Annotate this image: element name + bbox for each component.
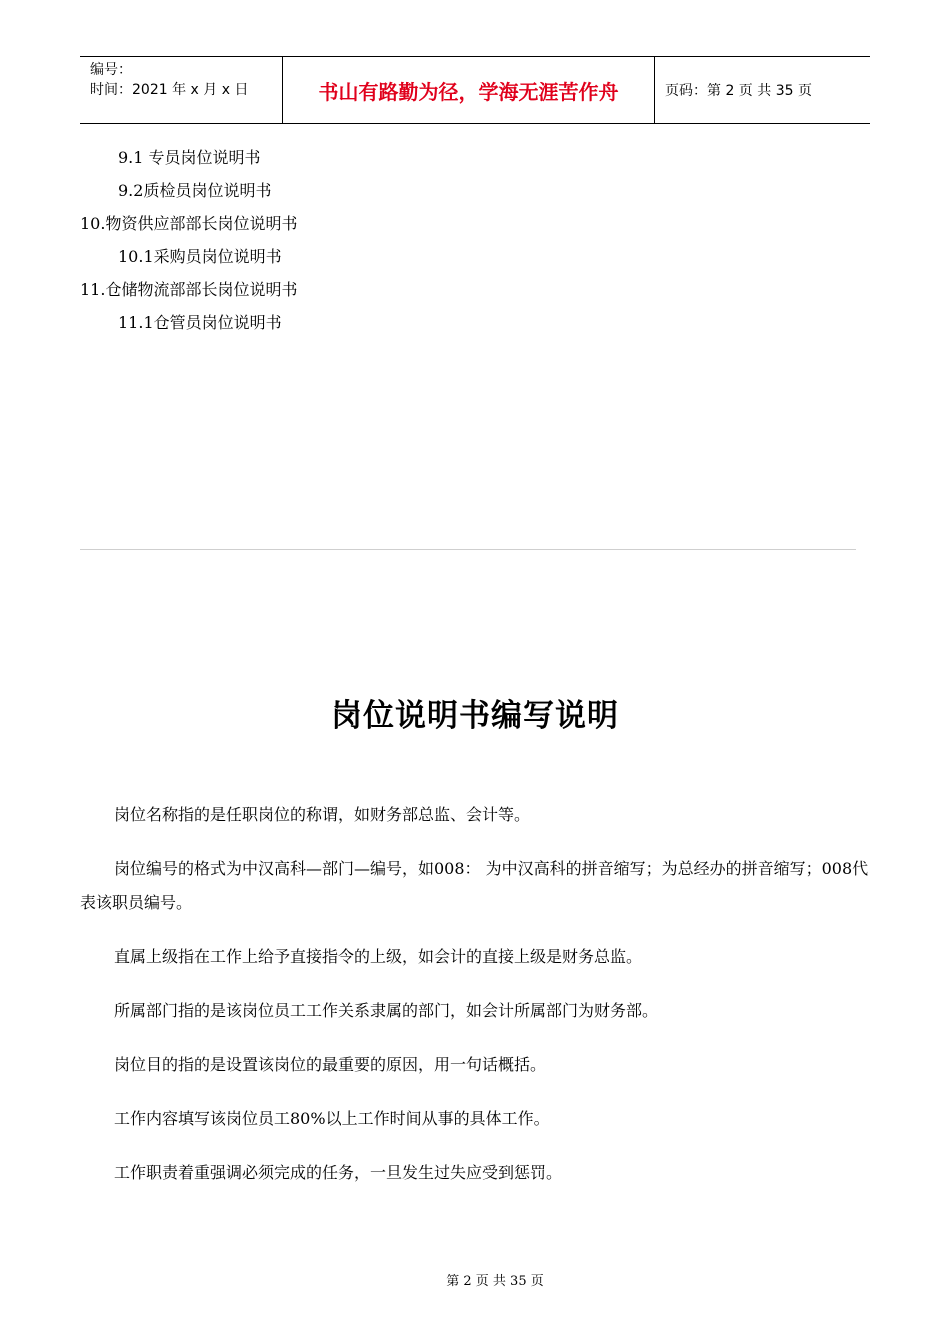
toc-item: 11.仓储物流部部长岗位说明书 [80, 280, 298, 299]
paragraph: 工作职责着重强调必须完成的任务，一旦发生过失应受到惩罚。 [114, 1163, 563, 1182]
paragraph: 工作内容填写该岗位员工80%以上工作时间从事的具体工作。 [114, 1109, 550, 1128]
header-meta [80, 57, 282, 123]
toc-item: 9.1 专员岗位说明书 [118, 148, 261, 167]
toc-item: 9.2质检员岗位说明书 [118, 181, 272, 200]
toc-item: 10.1采购员岗位说明书 [118, 247, 282, 266]
document-time-label: 时间：2021 年 x 月 x 日 [90, 82, 249, 98]
document-number-label: 编号： [90, 62, 132, 78]
page-footer: 第 2 页 共 35 页 [446, 1274, 544, 1289]
header-page-info: 页码：第 2 页 共 35 页 [665, 83, 812, 99]
header-motto: 书山有路勤为径，学海无涯苦作舟 [282, 57, 655, 123]
paragraph: 岗位目的指的是设置该岗位的最重要的原因，用一句话概括。 [114, 1055, 547, 1074]
table-of-contents [80, 143, 780, 341]
paragraph: 直属上级指在工作上给予直接指令的上级，如会计的直接上级是财务总监。 [114, 947, 643, 966]
paragraph: 岗位名称指的是任职岗位的称谓，如财务部总监、会计等。 [114, 805, 531, 824]
page-header [80, 56, 870, 124]
toc-item: 11.1仓管员岗位说明书 [118, 313, 282, 332]
body-text [80, 798, 870, 1210]
page-title: 岗位说明书编写说明 [331, 698, 619, 734]
paragraph: 岗位编号的格式为中汉高科—部门—编号，如008： 为中汉高科的拼音缩写；为总经办的拼音缩写；008代表该职员编号。 [80, 859, 869, 912]
section-divider [80, 549, 856, 550]
paragraph: 所属部门指的是该岗位员工工作关系隶属的部门，如会计所属部门为财务部。 [114, 1001, 659, 1020]
toc-item: 10.物资供应部部长岗位说明书 [80, 214, 298, 233]
